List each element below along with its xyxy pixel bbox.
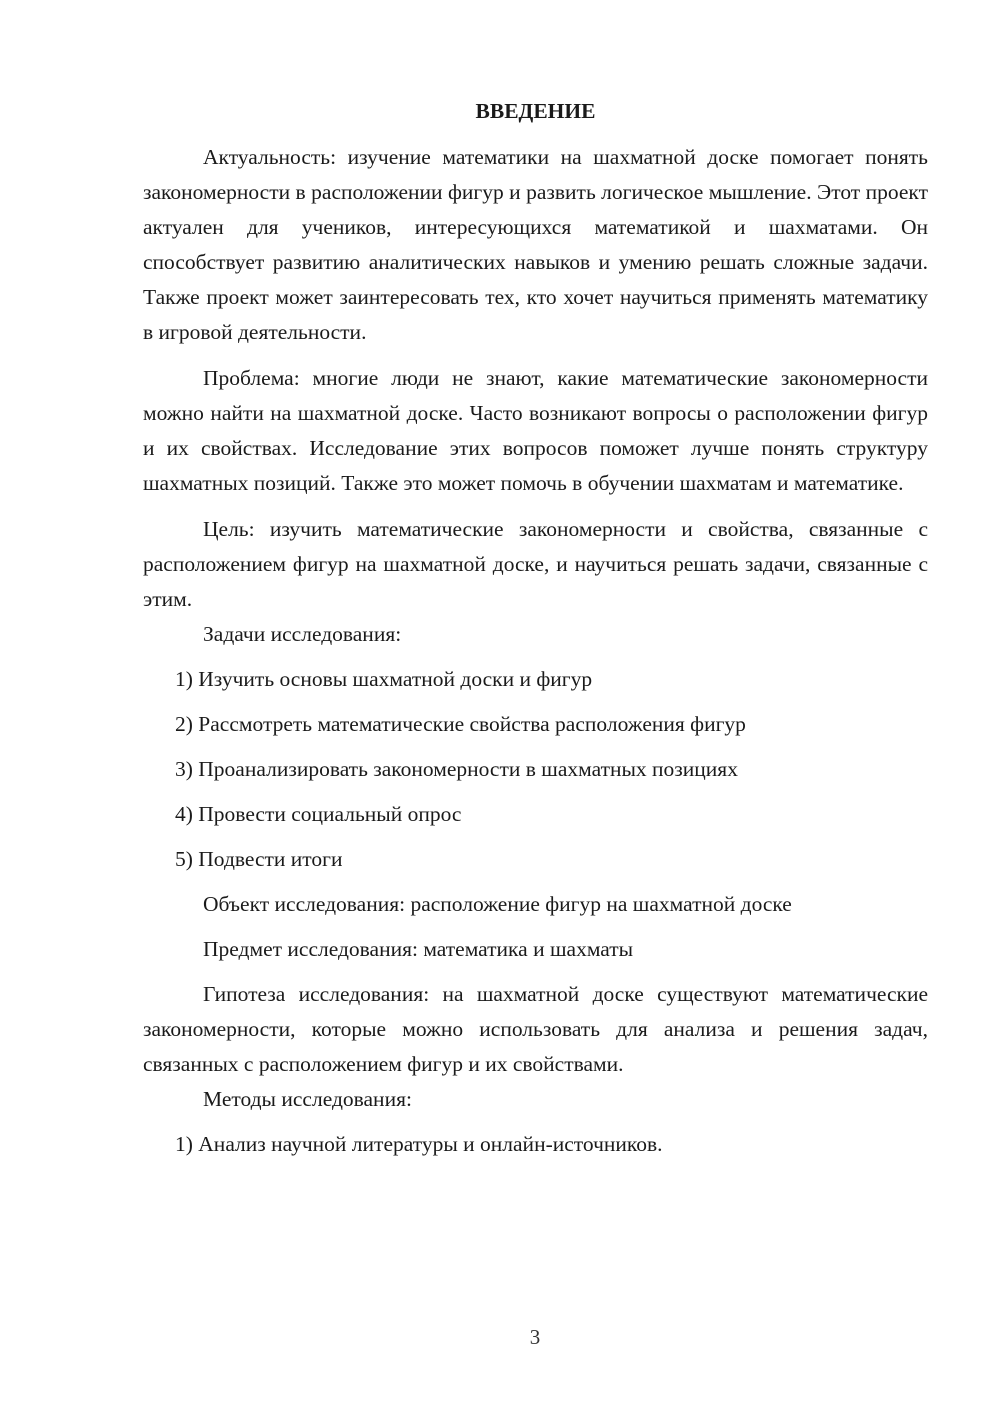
list-item: 4) Провести социальный опрос: [175, 802, 462, 826]
goal-paragraph: Цель: изучить математические закономерности и свойства, связанные с расположением фигур на шахматной доске, и научиться решать задачи, связанные с этим.: [143, 517, 928, 611]
list-item: 5) Подвести итоги: [175, 847, 343, 871]
subject-line: Предмет исследования: математика и шахматы: [203, 937, 634, 961]
methods-title: Методы исследования:: [203, 1087, 412, 1111]
list-item: 2) Рассмотреть математические свойства расположения фигур: [175, 712, 746, 736]
hypothesis-paragraph: Гипотеза исследования: на шахматной доске существуют математические закономерности, которые можно использовать для анализа и решения задач, связанных с расположением фигур и их свойствами.: [143, 982, 928, 1076]
list-item: 3) Проанализировать закономерности в шахматных позициях: [175, 757, 738, 781]
object-line: Объект исследования: расположение фигур на шахматной доске: [203, 892, 792, 916]
methods-list: [143, 1127, 928, 1162]
document-page: [143, 96, 928, 1162]
tasks-list: [143, 662, 928, 877]
page-number: 3: [529, 1325, 541, 1349]
list-item: 1) Анализ научной литературы и онлайн-источников.: [175, 1132, 663, 1156]
section-heading: ВВЕДЕНИЕ: [475, 99, 596, 123]
list-item: 1) Изучить основы шахматной доски и фигур: [175, 667, 593, 691]
relevance-paragraph: Актуальность: изучение математики на шахматной доске помогает понять закономерности в расположении фигур и развить логическое мышление. Этот проект актуален для учеников, интересующихся математикой и шахматами. Он способствует развитию аналитических навыков и умению решать сложные задачи. Также проект может заинтересовать тех, кто хочет научиться применять математику в игровой деятельности.: [143, 145, 928, 344]
problem-paragraph: Проблема: многие люди не знают, какие математические закономерности можно найти на шахматной доске. Часто возникают вопросы о расположении фигур и их свойствах. Исследование этих вопросов поможет лучше понять структуру шахматных позиций. Также это может помочь в обучении шахматам и математике.: [143, 366, 928, 495]
tasks-title: Задачи исследования:: [203, 622, 402, 646]
